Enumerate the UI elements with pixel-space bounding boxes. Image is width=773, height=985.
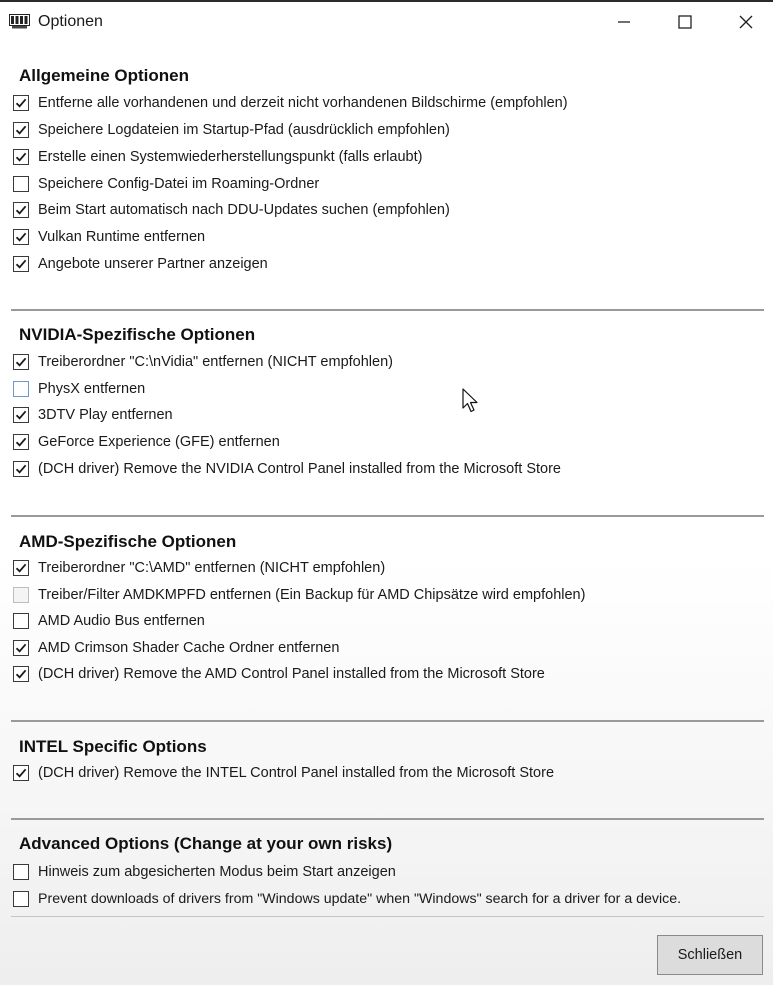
checkbox-checked[interactable]	[13, 256, 29, 272]
minimize-button[interactable]	[594, 2, 654, 42]
checkbox-checked[interactable]	[13, 765, 29, 781]
section-divider	[11, 515, 764, 517]
option-amd-audio-bus[interactable]	[13, 611, 205, 631]
window-title: Optionen	[38, 13, 103, 30]
checkbox-checked[interactable]	[13, 229, 29, 245]
checkbox-checked[interactable]	[13, 149, 29, 165]
option-nvidia-control-panel[interactable]	[13, 459, 561, 479]
checkbox-checked[interactable]	[13, 202, 29, 218]
option-prevent-windows-update[interactable]	[13, 889, 681, 909]
checkbox-disabled[interactable]	[13, 587, 29, 603]
mouse-cursor-icon	[462, 388, 480, 419]
option-label: Prevent downloads of drivers from "Windows update" when "Windows" search for a driver for a device.	[38, 891, 682, 907]
footer-divider	[11, 916, 764, 917]
checkbox-checked[interactable]	[13, 95, 29, 111]
option-label: Beim Start automatisch nach DDU-Updates suchen (empfohlen)	[38, 202, 450, 218]
option-label: Speichere Logdateien im Startup-Pfad (ausdrücklich empfohlen)	[38, 122, 450, 138]
option-vulkan-runtime[interactable]	[13, 227, 205, 247]
checkbox-checked[interactable]	[13, 560, 29, 576]
option-label: Treiberordner "C:\nVidia" entfernen (NICHT empfohlen)	[38, 354, 393, 370]
close-icon	[739, 15, 753, 29]
option-safe-mode-hint[interactable]	[13, 862, 396, 882]
option-label: Erstelle einen Systemwiederherstellungspunkt (falls erlaubt)	[38, 149, 423, 165]
section-divider	[11, 720, 764, 722]
checkbox-unchecked[interactable]	[13, 381, 29, 397]
option-geforce-experience[interactable]	[13, 432, 280, 452]
option-label: Vulkan Runtime entfernen	[38, 229, 206, 245]
minimize-icon	[617, 15, 631, 29]
option-restore-point[interactable]	[13, 147, 422, 167]
option-nvidia-folder[interactable]	[13, 352, 393, 372]
option-amdkmpfd[interactable]	[13, 585, 585, 605]
option-label: (DCH driver) Remove the INTEL Control Panel installed from the Microsoft Store	[38, 765, 555, 781]
section-title-nvidia: NVIDIA-Spezifische Optionen	[19, 325, 256, 344]
option-3dtv-play[interactable]	[13, 405, 173, 425]
option-intel-control-panel[interactable]	[13, 763, 554, 783]
option-check-updates[interactable]	[13, 200, 450, 220]
option-partner-offers[interactable]	[13, 254, 268, 274]
option-label: (DCH driver) Remove the AMD Control Panel installed from the Microsoft Store	[38, 666, 545, 682]
option-label: AMD Crimson Shader Cache Ordner entfernen	[38, 640, 340, 656]
option-config-roaming[interactable]	[13, 174, 319, 194]
checkbox-unchecked[interactable]	[13, 613, 29, 629]
ddu-app-icon	[9, 14, 30, 29]
section-title-intel: INTEL Specific Options	[19, 737, 207, 756]
option-amd-control-panel[interactable]	[13, 664, 545, 684]
checkbox-unchecked[interactable]	[13, 864, 29, 880]
section-title-general: Allgemeine Optionen	[19, 66, 190, 85]
option-label: 3DTV Play entfernen	[38, 407, 173, 423]
option-label: Treiber/Filter AMDKMPFD entfernen (Ein Backup für AMD Chipsätze wird empfohlen)	[38, 587, 586, 603]
section-title-advanced: Advanced Options (Change at your own risks)	[19, 834, 393, 853]
option-amd-shader-cache[interactable]	[13, 638, 339, 658]
option-label: Entferne alle vorhandenen und derzeit nicht vorhandenen Bildschirme (empfohlen)	[38, 95, 568, 111]
close-window-button[interactable]	[716, 2, 773, 42]
checkbox-checked[interactable]	[13, 122, 29, 138]
option-label: Hinweis zum abgesicherten Modus beim Start anzeigen	[38, 864, 396, 880]
maximize-icon	[678, 15, 692, 29]
checkbox-checked[interactable]	[13, 640, 29, 656]
option-save-logs[interactable]	[13, 120, 450, 140]
section-divider	[11, 818, 764, 820]
option-label: (DCH driver) Remove the NVIDIA Control Panel installed from the Microsoft Store	[38, 461, 561, 477]
option-label: AMD Audio Bus entfernen	[38, 613, 205, 629]
checkbox-checked[interactable]	[13, 354, 29, 370]
option-label: Treiberordner "C:\AMD" entfernen (NICHT empfohlen)	[38, 560, 386, 576]
checkbox-checked[interactable]	[13, 407, 29, 423]
option-amd-folder[interactable]	[13, 558, 385, 578]
checkbox-unchecked[interactable]	[13, 891, 29, 907]
section-title-amd: AMD-Spezifische Optionen	[19, 532, 237, 551]
option-remove-monitors[interactable]	[13, 93, 568, 113]
checkbox-checked[interactable]	[13, 666, 29, 682]
checkbox-checked[interactable]	[13, 461, 29, 477]
close-button[interactable]: Schließen	[657, 935, 763, 975]
checkbox-checked[interactable]	[13, 434, 29, 450]
section-divider	[11, 309, 764, 311]
option-label: Speichere Config-Datei im Roaming-Ordner	[38, 176, 320, 192]
title-bar	[0, 0, 773, 42]
maximize-button[interactable]	[655, 2, 715, 42]
checkbox-unchecked[interactable]	[13, 176, 29, 192]
option-label: Angebote unserer Partner anzeigen	[38, 256, 268, 272]
option-label: PhysX entfernen	[38, 381, 146, 397]
option-physx[interactable]	[13, 379, 145, 399]
option-label: GeForce Experience (GFE) entfernen	[38, 434, 280, 450]
